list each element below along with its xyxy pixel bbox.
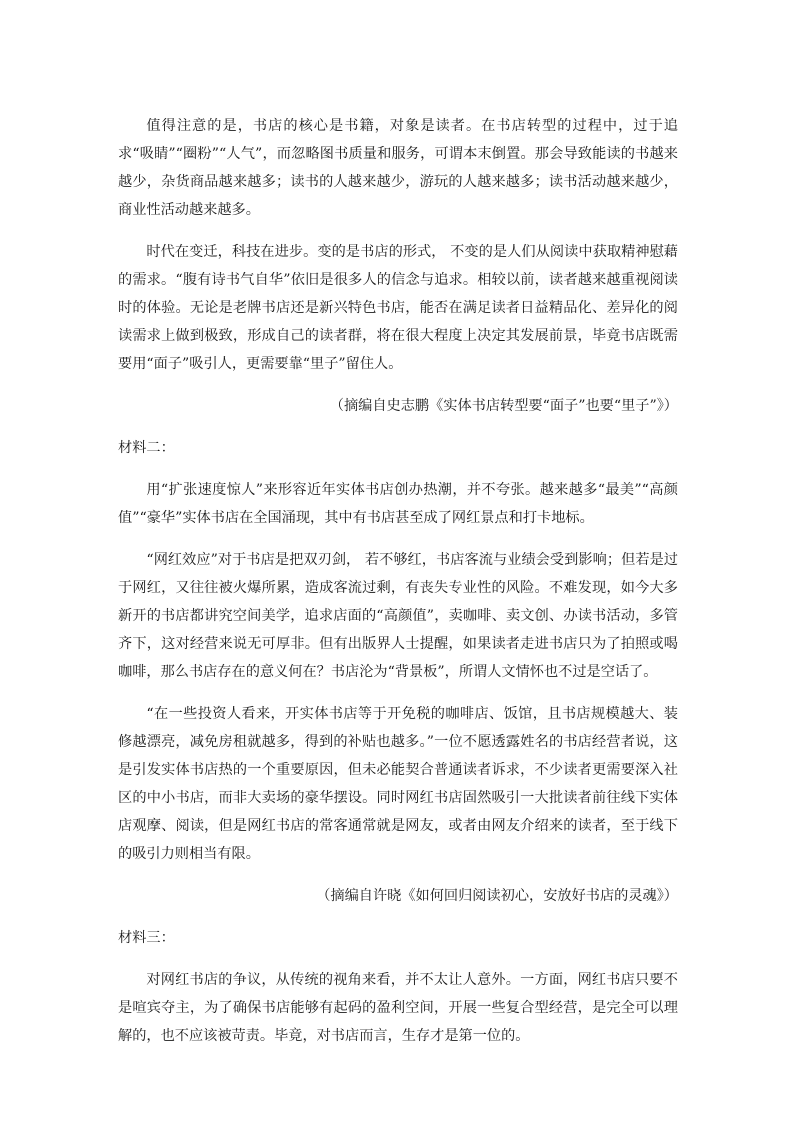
paragraph-core-of-bookstore: 值得注意的是，书店的核心是书籍，对象是读者。在书店转型的过程中，过于追求“吸睛”“圈粉”“人气”，而忽略图书质量和服务，可谓本末倒置。那会导致能读的书越来越少，杂货商品越来越多；读书的人越来越少，游玩的人越来越多；读书活动越来越少，商业性活动越来越多。 (118, 118, 678, 218)
paragraph-controversy: 对网红书店的争议，从传统的视角来看，并不太让人意外。一方面，网红书店只要不是喧宾夺主，为了确保书店能够有起码的盈利空间，开展一些复合型经营，是完全可以理解的，也不应该被苛责。毕竟，对书店而言，生存才是第一位的。 (118, 972, 678, 1044)
paragraph-internet-celebrity-effect: “网红效应”对于书店是把双刃剑， 若不够红，书店客流与业绩会受到影响；但若是过于网红，又往往被火爆所累，造成客流过剩，有丧失专业性的风险。不难发现，如今大多新开的书店都讲究空间美学，追求店面的“高颜值”，卖咖啡、卖文创、办读书活动，多管齐下，这对经营来说无可厚非。但有出版界人士提醒，如果读者走进书店只为了拍照或喝咖啡，那么书店存在的意义何在？书店沦为“背景板”，所谓人文情怀也不过是空话了。 (118, 552, 678, 680)
paragraph-expansion-speed: 用“扩张速度惊人”来形容近年实体书店创办热潮，并不夸张。越来越多“最美”“高颜值”“豪华”实体书店在全国涌现，其中有书店甚至成了网红景点和打卡地标。 (118, 482, 678, 526)
document-page (118, 112, 678, 1050)
paragraph-investor-view: “在一些投资人看来，开实体书店等于开免税的咖啡店、饭馆，且书店规模越大、装修越漂亮，减免房租就越多，得到的补贴也越多。”一位不愿透露姓名的书店经营者说，这是引发实体书店热的一个重要原因，但未必能契合普通读者诉求，不少读者更需要深入社区的中小书店，而非大卖场的豪华摆设。同时网红书店固然吸引一大批读者前往线下实体店观摩、阅读，但是网红书店的常客通常就是网友，或者由网友介绍来的读者，至于线下的吸引力则相当有限。 (118, 706, 678, 862)
heading-material-two: 材料二： (118, 440, 175, 456)
paragraph-times-change: 时代在变迁，科技在进步。变的是书店的形式， 不变的是人们从阅读中获取精神慰藉的需求。“腹有诗书气自华”依旧是很多人的信念与追求。相较以前，读者越来越重视阅读时的体验。无论是老牌书店还是新兴特色书店，能否在满足读者日益精品化、差异化的阅读需求上做到极致，形成自己的读者群，将在很大程度上决定其发展前景，毕竟书店既需要用“面子”吸引人，更需要靠“里子”留住人。 (118, 244, 678, 372)
source-citation-two: （摘编自许晓《如何回归阅读初心，安放好书店的灵魂》） (316, 888, 678, 904)
source-citation-one: （摘编自史志鹏《实体书店转型要“面子”也要“里子”》） (329, 398, 678, 414)
heading-material-three: 材料三： (118, 930, 175, 946)
